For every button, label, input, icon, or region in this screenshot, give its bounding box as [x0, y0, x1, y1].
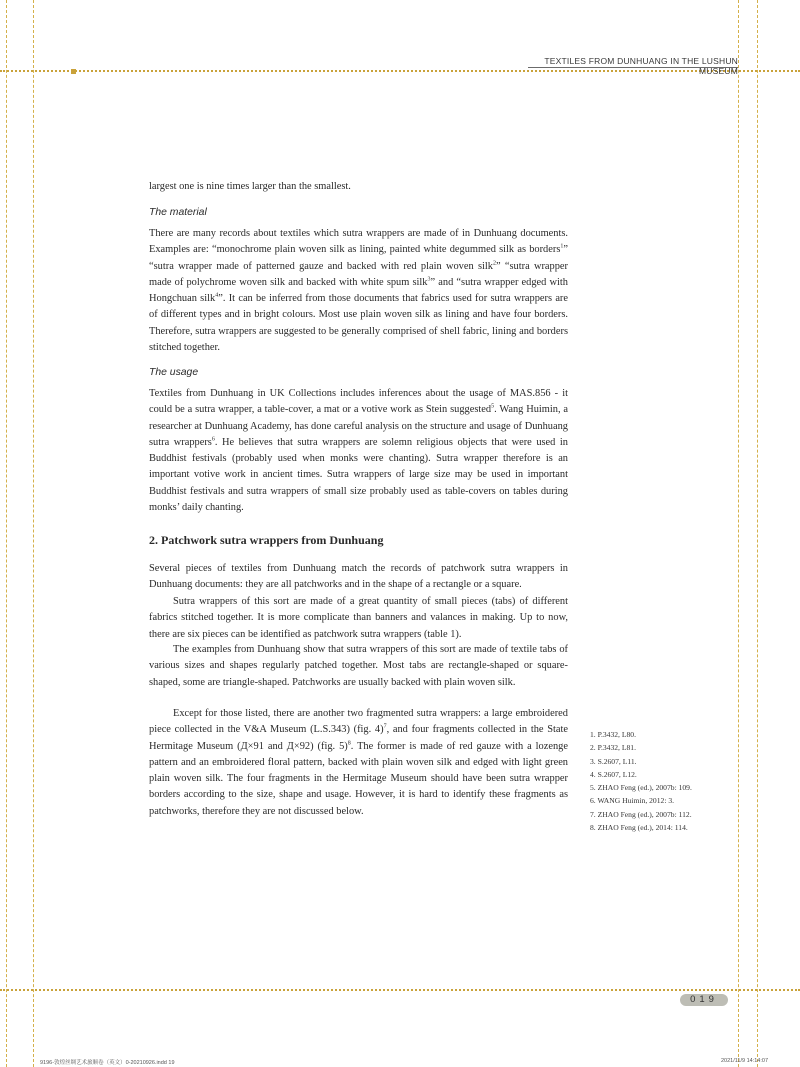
text-run: . The former is made of red gauze with a lozenge pattern and an embroidered floral pattern, backed with plain woven silk and edged with light green plain woven silk. The four fragments in the Hermitage Museum should have been sutra wrapper borders according to the size, shape and usage. However, it is hard to identify these fragments as patchworks, therefore they are not discussed below. [149, 740, 568, 817]
paragraph-continuation [149, 179, 568, 195]
text-run: Sutra wrappers of this sort are made of a great quantity of small pieces (tabs) of different fabrics stitched together. It is more complicate than banners and valances in making. Up to now, there are six pieces can be identified as patchwork sutra wrappers (table 1). [149, 596, 568, 640]
footnote-ref: 2 [492, 260, 496, 267]
footnote-item: 2. P.3432, L81. [590, 743, 636, 753]
subheading-material: The material [149, 207, 207, 218]
footnotes [590, 728, 740, 834]
text-run: ” “sutra wrapper made of polychrome woven silk and backed with white spum silk [149, 260, 568, 288]
crop-line-left-inner [33, 0, 34, 1067]
text-run: Several pieces of textiles from Dunhuang match the records of patchwork sutra wrappers in Dunhuang documents: they are all patchworks and in the shape of a rectangle or a square. [149, 563, 568, 591]
text-run: Textiles from Dunhuang in UK Collections includes inferences about the usage of MAS.856 - it could be a sutra wrapper, a table-cover, a mat or a votive work as Stein suggested [149, 388, 568, 416]
paragraph-section-4 [149, 706, 568, 820]
footnote-ref: 5 [491, 403, 495, 410]
footnote-ref: 3 [427, 276, 431, 283]
running-header: TEXTILES FROM DUNHUANG IN THE LUSHUN MUSEUM [544, 56, 738, 76]
section-title: 2. Patchwork sutra wrappers from Dunhuang [149, 533, 384, 547]
footnote-item: 6. WANG Huimin, 2012: 3. [590, 796, 675, 806]
text-run: Except for those listed, there are another two fragmented sutra wrappers: a large embroidered piece collected in the V&A Museum (L.S.343) (fig. 4) [149, 708, 568, 736]
crop-line-left-outer [6, 0, 7, 1067]
footnote-ref: 1 [560, 243, 564, 250]
text-run: , and four fragments collected in the State Hermitage Museum (Д×91 and Д×92) (fig. 5) [149, 724, 568, 752]
footnote-item: 5. ZHAO Feng (ed.), 2007b: 109. [590, 783, 692, 793]
text-run: ”. It can be inferred from those documents that fabrics used for sutra wrappers are of different types and in bright colours. Most use plain woven silk as lining and have four borders. Therefore, sutra wrappers are suggested to be generally comprised of shell fabric, lining and borders stitched together. [149, 293, 568, 354]
guide-line-bottom [0, 989, 800, 991]
subheading-usage: The usage [149, 367, 199, 378]
paragraph-section-3 [149, 642, 568, 691]
footnote-ref: 4 [215, 292, 219, 299]
paragraph-section-2 [149, 594, 568, 643]
crop-line-right-outer [757, 0, 758, 1067]
page-number: 019 [680, 994, 728, 1006]
footnote-item: 8. ZHAO Feng (ed.), 2014: 114. [590, 823, 688, 833]
text-run: . He believes that sutra wrappers are solemn religious objects that were used in Buddhist festivals (probably used when monks were chanting). Sutra wrapper therefore is an important votive work in ancient times. Sutra wrappers of large size may be used in important Buddhist festivals and sutra wrappers of small size probably used as table-covers on tables during monks’ daily chanting. [149, 436, 568, 514]
paragraph-text: largest one is nine times larger than the smallest. [149, 181, 351, 192]
corner-marker [71, 69, 76, 74]
paragraph-section-1 [149, 561, 568, 594]
text-run: ” and “sutra wrapper edged with Hongchuan silk [149, 276, 568, 305]
footnote-item: 3. S.2607, L11. [590, 756, 637, 766]
footnote-item: 1. P.3432, L80. [590, 730, 636, 739]
footnote-ref: 7 [383, 723, 387, 730]
print-slug-file: 9196-敦煌丝绸艺术旅顺卷（英文）0-20210926.indd 19 [40, 1060, 175, 1066]
text-run: There are many records about textiles which sutra wrappers are made of in Dunhuang documents. Examples are: “monochrome plain woven silk as lining, painted white degummed silk as borders [149, 228, 568, 256]
footnote-ref: 8 [347, 740, 351, 747]
footnote-item: 4. S.2607, L12. [590, 769, 637, 779]
text-run: The examples from Dunhuang show that sutra wrappers of this sort are made of textile tabs of various sizes and shapes regularly patched together. Most tabs are rectangle-shaped or square-shaped, some are triangle-shaped. Patchworks are usually backed with plain woven silk. [149, 644, 568, 688]
crop-line-right-inner [738, 0, 739, 1067]
print-slug-timestamp: 2021/11/9 14:14:07 [721, 1058, 768, 1064]
paragraph-usage [149, 386, 568, 516]
footnote-item: 7. ZHAO Feng (ed.), 2007b: 112. [590, 809, 692, 819]
paragraph-material [149, 226, 568, 356]
text-run: . Wang Huimin, a researcher at Dunhuang Academy, has done careful analysis on the structure and usage of Dunhuang sutra wrappers [149, 404, 569, 448]
footnote-ref: 6 [211, 436, 215, 443]
header-rule [528, 67, 738, 68]
text-run: ” “sutra wrapper made of patterned gauze and backed with red plain woven silk [149, 244, 568, 272]
